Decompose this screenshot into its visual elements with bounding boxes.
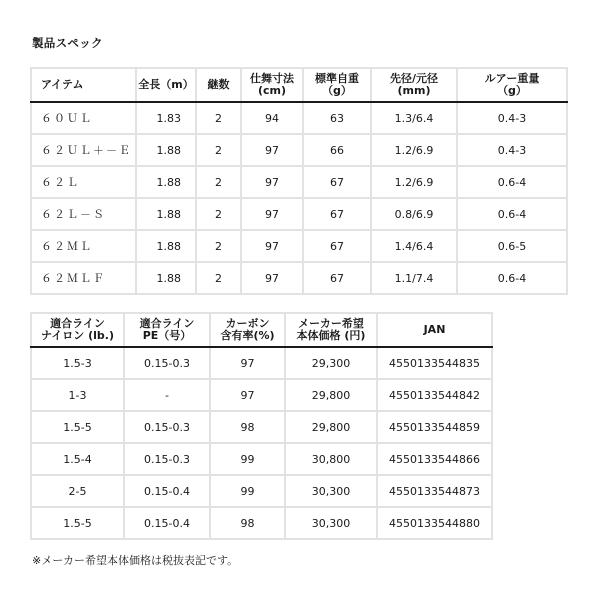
cell-item: ６２ＭＬＦ [31, 262, 136, 294]
cell-weight: 67 [303, 230, 371, 262]
table-row [31, 411, 492, 443]
header-lure-line1: ルアー重量 [484, 72, 540, 85]
cell-pieces: 2 [196, 134, 241, 166]
cell-lure: 0.4-3 [457, 102, 567, 134]
cell-weight: 63 [303, 102, 371, 134]
cell-carbon: 99 [210, 475, 285, 507]
table-row [31, 198, 567, 230]
header-pe [124, 313, 210, 347]
cell-carbon: 98 [210, 507, 285, 539]
cell-item: ６０ＵＬ [31, 102, 136, 134]
cell-weight: 67 [303, 262, 371, 294]
cell-item: ６２ＭＬ [31, 230, 136, 262]
cell-pe: 0.15-0.4 [124, 475, 210, 507]
tax-note: ※メーカー希望本体価格は税抜表記です。 [32, 554, 239, 567]
cell-tip-butt: 1.2/6.9 [371, 134, 457, 166]
cell-jan: 4550133544880 [377, 507, 492, 539]
cell-jan: 4550133544873 [377, 475, 492, 507]
cell-jan: 4550133544859 [377, 411, 492, 443]
cell-tip-butt: 1.4/6.4 [371, 230, 457, 262]
table-row [31, 102, 567, 134]
header-pe-line1: 適合ライン [139, 317, 195, 330]
header-item [31, 68, 136, 102]
cell-lure: 0.6-4 [457, 166, 567, 198]
cell-weight: 67 [303, 166, 371, 198]
cell-closed: 97 [241, 230, 303, 262]
cell-weight: 67 [303, 198, 371, 230]
header-pieces-label: 継数 [207, 78, 230, 91]
cell-nylon: 1.5-4 [31, 443, 124, 475]
cell-tip-butt: 1.3/6.4 [371, 102, 457, 134]
cell-tip-butt: 0.8/6.9 [371, 198, 457, 230]
cell-item: ６２Ｌ [31, 166, 136, 198]
cell-pieces: 2 [196, 166, 241, 198]
header-tip-line2: (mm) [397, 84, 431, 97]
table-row [31, 379, 492, 411]
header-pieces [196, 68, 241, 102]
header-nylon-line1: 適合ライン [50, 317, 105, 330]
cell-carbon: 98 [210, 411, 285, 443]
cell-closed: 97 [241, 262, 303, 294]
cell-tip-butt: 1.1/7.4 [371, 262, 457, 294]
cell-nylon: 1.5-3 [31, 347, 124, 379]
header-weight [303, 68, 371, 102]
header-tip-butt [371, 68, 457, 102]
cell-length: 1.83 [136, 102, 196, 134]
table-row [31, 507, 492, 539]
cell-item: ６２ＵＬ＋－Ｅ [31, 134, 136, 166]
cell-item: ６２Ｌ－Ｓ [31, 198, 136, 230]
cell-jan: 4550133544842 [377, 379, 492, 411]
cell-lure: 0.6-5 [457, 230, 567, 262]
cell-pieces: 2 [196, 198, 241, 230]
cell-closed: 97 [241, 198, 303, 230]
header-price-line2: 本体価格 (円) [296, 329, 366, 342]
header-nylon-line2: ナイロン (lb.) [41, 329, 114, 342]
cell-carbon: 99 [210, 443, 285, 475]
cell-nylon: 1.5-5 [31, 507, 124, 539]
header-closed-length [241, 68, 303, 102]
cell-pe: 0.15-0.4 [124, 507, 210, 539]
cell-pe: 0.15-0.3 [124, 443, 210, 475]
header-carbon-line1: カーボン [225, 317, 270, 330]
cell-length: 1.88 [136, 230, 196, 262]
cell-price: 29,800 [285, 411, 377, 443]
table-row [31, 443, 492, 475]
header-weight-line1: 標準自重 [315, 72, 359, 85]
cell-carbon: 97 [210, 347, 285, 379]
header-closed-line2: (cm) [257, 84, 287, 97]
spec-table [30, 67, 568, 295]
table-row [31, 230, 567, 262]
line-header-row [31, 313, 492, 347]
cell-pe: 0.15-0.3 [124, 411, 210, 443]
header-jan-label: JAN [423, 323, 446, 336]
cell-price: 29,300 [285, 347, 377, 379]
header-pe-line2: PE（号） [142, 329, 192, 342]
cell-length: 1.88 [136, 134, 196, 166]
header-lure-line2: （g） [497, 84, 527, 97]
header-length [136, 68, 196, 102]
cell-price: 30,300 [285, 507, 377, 539]
spec-header-row [31, 68, 567, 102]
cell-pe: 0.15-0.3 [124, 347, 210, 379]
header-price [285, 313, 377, 347]
header-carbon-line2: 含有率(%) [220, 329, 275, 342]
header-length-label: 全長（m） [138, 78, 194, 91]
cell-lure: 0.4-3 [457, 134, 567, 166]
table-row [31, 347, 492, 379]
header-weight-line2: （g） [322, 84, 352, 97]
table-row [31, 475, 492, 507]
cell-pieces: 2 [196, 102, 241, 134]
cell-jan: 4550133544866 [377, 443, 492, 475]
page-title: 製品スペック [32, 36, 103, 50]
cell-weight: 66 [303, 134, 371, 166]
cell-pieces: 2 [196, 230, 241, 262]
cell-lure: 0.6-4 [457, 198, 567, 230]
cell-nylon: 1-3 [31, 379, 124, 411]
line-price-table [30, 312, 493, 540]
cell-price: 29,800 [285, 379, 377, 411]
table-row [31, 166, 567, 198]
cell-closed: 94 [241, 102, 303, 134]
header-price-line1: メーカー希望 [298, 317, 364, 330]
header-tip-line1: 先径/元径 [389, 72, 439, 85]
cell-closed: 97 [241, 134, 303, 166]
header-closed-line1: 仕舞寸法 [250, 72, 294, 85]
header-carbon [210, 313, 285, 347]
header-lure-weight [457, 68, 567, 102]
cell-length: 1.88 [136, 198, 196, 230]
cell-closed: 97 [241, 166, 303, 198]
cell-price: 30,800 [285, 443, 377, 475]
header-nylon [31, 313, 124, 347]
cell-lure: 0.6-4 [457, 262, 567, 294]
cell-price: 30,300 [285, 475, 377, 507]
cell-jan: 4550133544835 [377, 347, 492, 379]
cell-nylon: 1.5-5 [31, 411, 124, 443]
cell-pieces: 2 [196, 262, 241, 294]
cell-nylon: 2-5 [31, 475, 124, 507]
cell-length: 1.88 [136, 166, 196, 198]
header-item-label: アイテム [41, 78, 84, 91]
cell-length: 1.88 [136, 262, 196, 294]
cell-pe: - [124, 379, 210, 411]
table-row [31, 134, 567, 166]
cell-tip-butt: 1.2/6.9 [371, 166, 457, 198]
cell-carbon: 97 [210, 379, 285, 411]
table-row [31, 262, 567, 294]
header-jan [377, 313, 492, 347]
